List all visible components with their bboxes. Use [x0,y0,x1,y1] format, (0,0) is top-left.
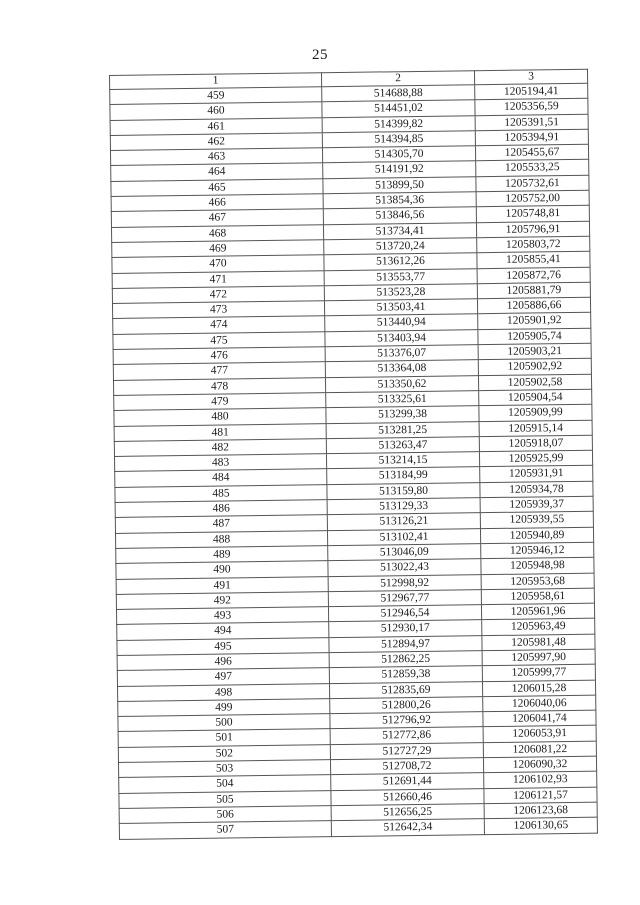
x-coordinate-cell: 513281,25 [326,421,479,438]
x-coordinate-cell: 513022,43 [328,559,481,576]
y-coordinate-cell: 1205902,58 [478,374,591,391]
point-number-cell: 487 [115,515,327,533]
y-coordinate-cell: 1206130,65 [484,817,597,834]
point-number-cell: 459 [110,87,322,105]
y-coordinate-cell: 1206081,22 [483,741,596,758]
y-coordinate-cell: 1205925,99 [479,450,592,467]
x-coordinate-cell: 512859,38 [329,666,482,683]
x-coordinate-cell: 513854,36 [323,192,476,209]
point-number-cell: 505 [119,790,331,808]
y-coordinate-cell: 1205903,21 [478,343,591,360]
y-coordinate-cell: 1205902,92 [478,359,591,376]
x-coordinate-cell: 514688,88 [322,85,475,102]
point-number-cell: 483 [114,454,326,472]
point-number-cell: 485 [115,484,327,502]
x-coordinate-cell: 513612,26 [324,253,477,270]
point-number-cell: 495 [117,637,329,655]
x-coordinate-cell: 513102,41 [327,528,480,545]
y-coordinate-cell: 1205997,90 [482,649,595,666]
point-number-cell: 466 [111,194,323,212]
y-coordinate-cell: 1205963,49 [482,619,595,636]
x-coordinate-cell: 514191,92 [323,161,476,178]
column-header-2: 2 [321,71,474,87]
x-coordinate-cell: 513734,41 [323,222,476,239]
x-coordinate-cell: 512967,77 [328,589,481,606]
point-number-cell: 468 [111,224,323,242]
point-number-cell: 463 [110,148,322,166]
y-coordinate-cell: 1205909,99 [479,404,592,421]
y-coordinate-cell: 1205931,91 [480,466,593,483]
x-coordinate-cell: 512660,46 [331,788,484,805]
y-coordinate-cell: 1205940,89 [480,527,593,544]
point-number-cell: 504 [119,775,331,793]
x-coordinate-cell: 512708,72 [330,758,483,775]
x-coordinate-cell: 514394,85 [322,131,475,148]
point-number-cell: 499 [118,699,330,717]
x-coordinate-cell: 513263,47 [326,437,479,454]
x-coordinate-cell: 513299,38 [326,406,479,423]
y-coordinate-cell: 1205999,77 [482,664,595,681]
y-coordinate-cell: 1205904,54 [479,389,592,406]
y-coordinate-cell: 1205886,66 [477,297,590,314]
point-number-cell: 465 [111,178,323,196]
y-coordinate-cell: 1206053,91 [483,726,596,743]
point-number-cell: 469 [112,240,324,258]
x-coordinate-cell: 513846,56 [323,207,476,224]
y-coordinate-cell: 1205872,76 [477,267,590,284]
y-coordinate-cell: 1205455,67 [475,144,588,161]
x-coordinate-cell: 513126,21 [327,513,480,530]
y-coordinate-cell: 1205748,81 [476,206,589,223]
point-number-cell: 496 [117,653,329,671]
x-coordinate-cell: 513899,50 [323,176,476,193]
point-number-cell: 474 [113,316,325,334]
column-header-3: 3 [474,69,587,84]
point-number-cell: 481 [114,423,326,441]
x-coordinate-cell: 513720,24 [324,238,477,255]
point-number-cell: 498 [117,683,329,701]
y-coordinate-cell: 1205752,00 [476,190,589,207]
y-coordinate-cell: 1205981,48 [482,634,595,651]
y-coordinate-cell: 1205915,14 [479,420,592,437]
point-number-cell: 497 [117,668,329,686]
point-number-cell: 486 [115,500,327,518]
x-coordinate-cell: 513350,62 [325,375,478,392]
x-coordinate-cell: 513184,99 [327,467,480,484]
y-coordinate-cell: 1205948,98 [481,557,594,574]
y-coordinate-cell: 1206121,57 [484,787,597,804]
x-coordinate-cell: 512691,44 [331,773,484,790]
x-coordinate-cell: 512772,86 [330,727,483,744]
point-number-cell: 476 [113,347,325,365]
x-coordinate-cell: 514399,82 [322,115,475,132]
y-coordinate-cell: 1205958,61 [481,588,594,605]
point-number-cell: 489 [116,546,328,564]
coordinates-table-container [109,69,597,840]
y-coordinate-cell: 1205881,79 [477,282,590,299]
y-coordinate-cell: 1205855,41 [477,251,590,268]
y-coordinate-cell: 1205533,25 [476,160,589,177]
column-header-1: 1 [110,73,322,90]
x-coordinate-cell: 513129,33 [327,498,480,515]
x-coordinate-cell: 513503,41 [324,299,477,316]
y-coordinate-cell: 1205918,07 [479,435,592,452]
x-coordinate-cell: 512946,54 [328,605,481,622]
point-number-cell: 500 [118,714,330,732]
x-coordinate-cell: 512998,92 [328,574,481,591]
point-number-cell: 503 [118,760,330,778]
y-coordinate-cell: 1206041,74 [483,710,596,727]
y-coordinate-cell: 1205939,37 [480,496,593,513]
y-coordinate-cell: 1205356,59 [475,99,588,116]
y-coordinate-cell: 1205905,74 [478,328,591,345]
x-coordinate-cell: 513046,09 [328,544,481,561]
y-coordinate-cell: 1205961,96 [481,603,594,620]
point-number-cell: 507 [119,821,331,839]
point-number-cell: 506 [119,806,331,824]
point-number-cell: 477 [113,362,325,380]
x-coordinate-cell: 512894,97 [329,635,482,652]
x-coordinate-cell: 513159,80 [327,482,480,499]
x-coordinate-cell: 512656,25 [331,804,484,821]
coordinates-table [109,69,598,840]
y-coordinate-cell: 1205796,91 [476,221,589,238]
point-number-cell: 482 [114,439,326,457]
page-number: 25 [312,47,328,63]
x-coordinate-cell: 513440,94 [325,314,478,331]
x-coordinate-cell: 513325,61 [326,391,479,408]
x-coordinate-cell: 513553,77 [324,268,477,285]
x-coordinate-cell: 513214,15 [326,452,479,469]
y-coordinate-cell: 1205803,72 [477,236,590,253]
x-coordinate-cell: 514451,02 [322,100,475,117]
y-coordinate-cell: 1205946,12 [481,542,594,559]
x-coordinate-cell: 512862,25 [329,651,482,668]
point-number-cell: 464 [111,163,323,181]
x-coordinate-cell: 513376,07 [325,345,478,362]
x-coordinate-cell: 512796,92 [330,712,483,729]
point-number-cell: 491 [116,576,328,594]
point-number-cell: 488 [115,530,327,548]
x-coordinate-cell: 512800,26 [330,697,483,714]
y-coordinate-cell: 1205939,55 [480,512,593,529]
table-body [110,83,598,839]
point-number-cell: 475 [113,331,325,349]
y-coordinate-cell: 1206015,28 [482,680,595,697]
y-coordinate-cell: 1205194,41 [475,83,588,100]
y-coordinate-cell: 1205391,51 [475,114,588,131]
point-number-cell: 501 [118,729,330,747]
point-number-cell: 470 [112,255,324,273]
point-number-cell: 473 [112,301,324,319]
y-coordinate-cell: 1205732,61 [476,175,589,192]
y-coordinate-cell: 1205953,68 [481,573,594,590]
point-number-cell: 467 [111,209,323,227]
y-coordinate-cell: 1205901,92 [478,313,591,330]
point-number-cell: 478 [113,377,325,395]
x-coordinate-cell: 512930,17 [329,620,482,637]
x-coordinate-cell: 514305,70 [322,146,475,163]
point-number-cell: 494 [117,622,329,640]
point-number-cell: 479 [114,393,326,411]
y-coordinate-cell: 1205394,91 [475,129,588,146]
y-coordinate-cell: 1206040,06 [483,695,596,712]
x-coordinate-cell: 513403,94 [325,329,478,346]
x-coordinate-cell: 512642,34 [331,819,484,836]
point-number-cell: 460 [110,102,322,120]
y-coordinate-cell: 1205934,78 [480,481,593,498]
point-number-cell: 461 [110,117,322,135]
x-coordinate-cell: 512727,29 [330,742,483,759]
point-number-cell: 471 [112,270,324,288]
point-number-cell: 493 [116,607,328,625]
point-number-cell: 492 [116,591,328,609]
point-number-cell: 462 [110,133,322,151]
point-number-cell: 490 [116,561,328,579]
x-coordinate-cell: 513364,08 [325,360,478,377]
y-coordinate-cell: 1206123,68 [484,802,597,819]
x-coordinate-cell: 512835,69 [329,681,482,698]
y-coordinate-cell: 1206090,32 [483,756,596,773]
x-coordinate-cell: 513523,28 [324,284,477,301]
point-number-cell: 480 [114,408,326,426]
y-coordinate-cell: 1206102,93 [484,772,597,789]
point-number-cell: 502 [118,744,330,762]
point-number-cell: 484 [115,469,327,487]
point-number-cell: 472 [112,286,324,304]
